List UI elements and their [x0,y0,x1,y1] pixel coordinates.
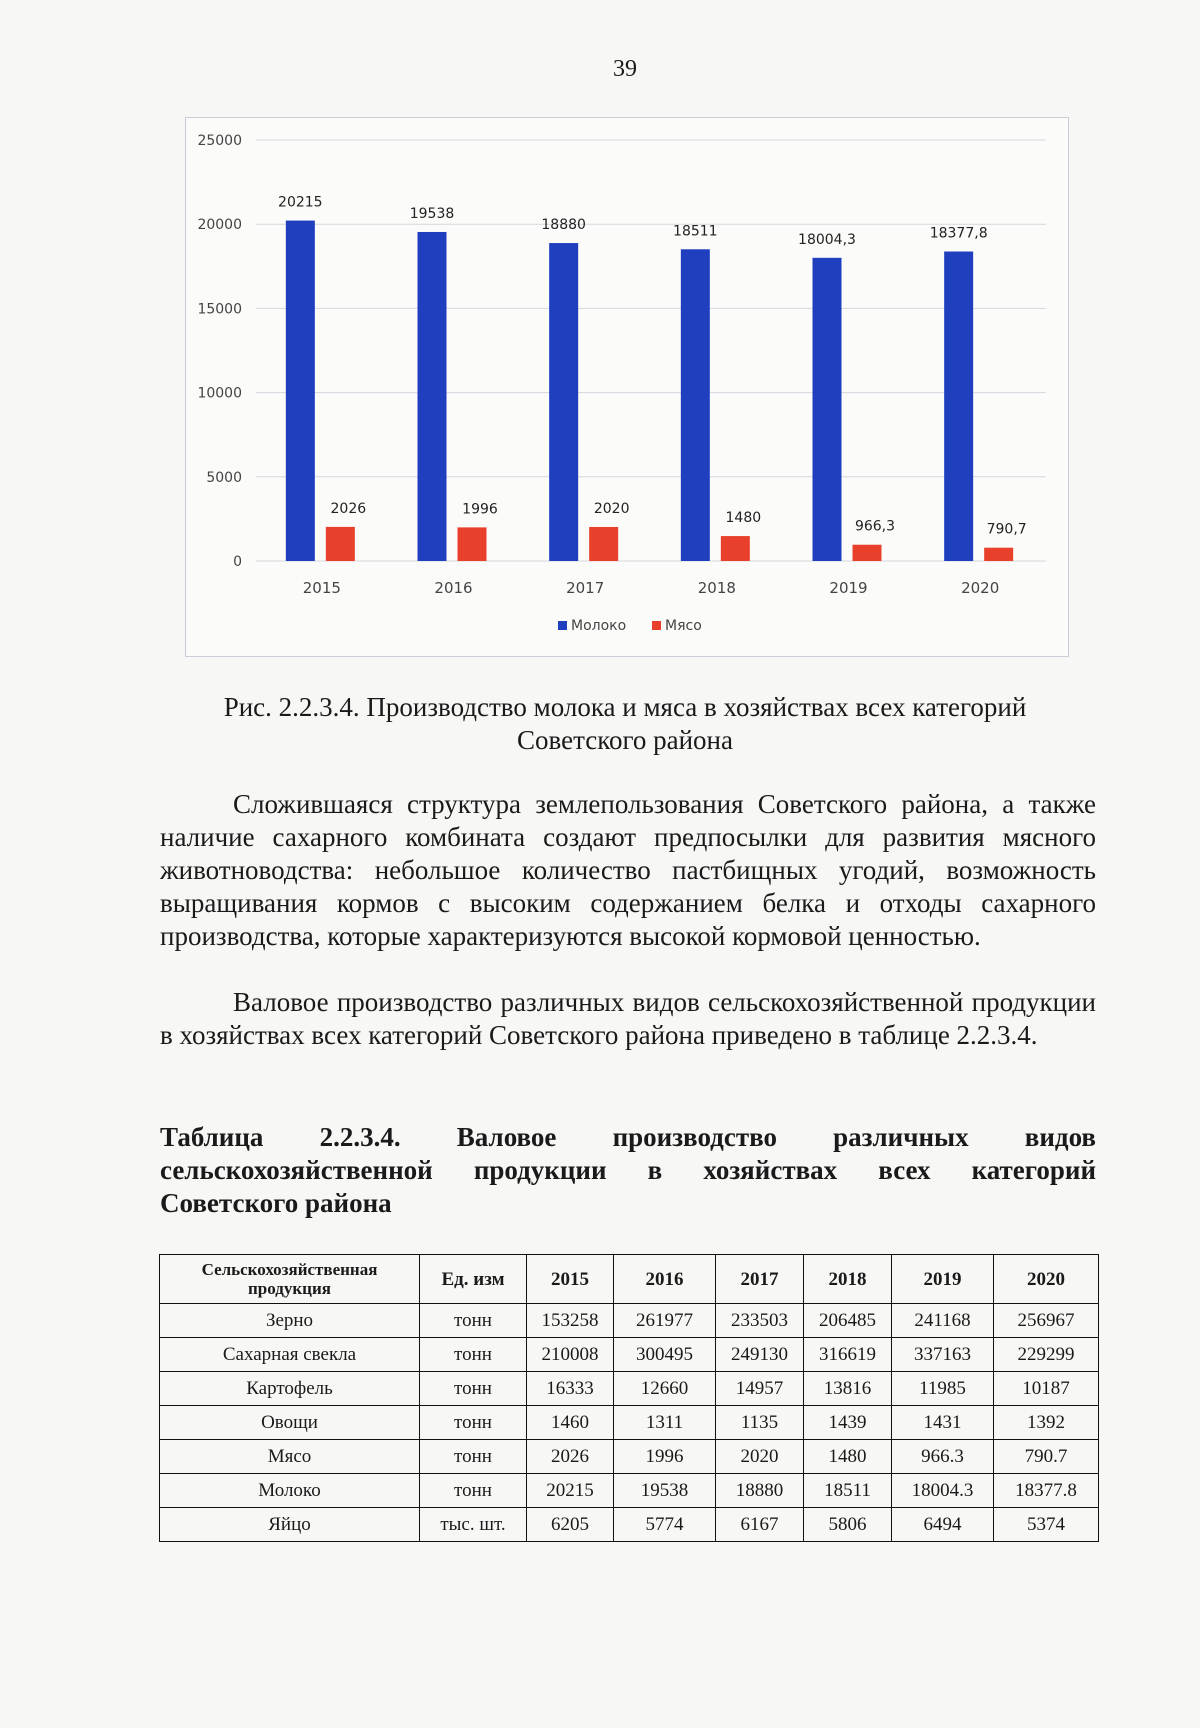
y-tick-label: 15000 [197,301,242,318]
milk-bar [418,232,447,561]
value-cell: 210008 [527,1338,614,1372]
value-cell: 256967 [994,1304,1099,1338]
value-cell: 966.3 [892,1440,994,1474]
value-cell: 11985 [892,1372,994,1406]
value-cell: 261977 [614,1304,716,1338]
value-cell: 233503 [716,1304,804,1338]
milk-data-label: 20215 [278,194,323,211]
value-cell: 19538 [614,1474,716,1508]
header-year: 2016 [614,1255,716,1304]
value-cell: 1439 [804,1406,892,1440]
unit-cell: тонн [420,1474,527,1508]
page-number: 39 [613,56,637,82]
caption-line-1: Рис. 2.2.3.4. Производство молока и мяса в хозяйствах всех категорий [223,692,1027,722]
meat-bar [326,527,355,561]
value-cell: 1460 [527,1406,614,1440]
value-cell: 10187 [994,1372,1099,1406]
meat-data-label: 2020 [593,500,630,517]
table-title-line-3: Советского района [160,1188,392,1218]
value-cell: 316619 [804,1338,892,1372]
unit-cell: тонн [420,1440,527,1474]
value-cell: 18880 [716,1474,804,1508]
value-cell: 206485 [804,1304,892,1338]
legend-label: Молоко [571,618,627,634]
production-table [159,1254,1099,1542]
table-row [160,1440,1099,1474]
meat-bar [853,545,882,561]
product-cell: Овощи [160,1406,420,1440]
value-cell: 1135 [716,1406,804,1440]
meat-data-label: 966,3 [854,518,896,535]
x-tick-label: 2019 [829,579,868,597]
x-tick-label: 2017 [566,579,605,597]
table-title-line-2: сельскохозяйственной продукции в хозяйствах всех категорий [160,1155,1096,1185]
meat-bar [589,527,618,561]
value-cell: 6205 [527,1508,614,1542]
legend-swatch [652,621,661,630]
value-cell: 13816 [804,1372,892,1406]
chart-container [185,117,1069,657]
value-cell: 14957 [716,1372,804,1406]
value-cell: 790.7 [994,1440,1099,1474]
table-row [160,1338,1099,1372]
milk-bar [944,252,973,561]
milk-bar [813,258,842,561]
product-cell: Яйцо [160,1508,420,1542]
table-row [160,1508,1099,1542]
value-cell: 18004.3 [892,1474,994,1508]
unit-cell: тонн [420,1372,527,1406]
product-cell: Мясо [160,1440,420,1474]
table-row [160,1372,1099,1406]
value-cell: 1392 [994,1406,1099,1440]
y-tick-label: 20000 [197,217,242,234]
product-cell: Картофель [160,1372,420,1406]
bar-chart [186,118,1070,658]
x-tick-label: 2020 [961,579,1000,597]
table-header-row [160,1255,1099,1304]
y-tick-label: 0 [233,554,242,570]
value-cell: 18377.8 [994,1474,1099,1508]
product-cell: Зерно [160,1304,420,1338]
header-year: 2018 [804,1255,892,1304]
meat-data-label: 1480 [725,510,762,527]
y-tick-label: 5000 [206,469,242,486]
meat-data-label: 790,7 [986,521,1027,538]
value-cell: 1311 [614,1406,716,1440]
value-cell: 12660 [614,1372,716,1406]
product-cell: Сахарная свекла [160,1338,420,1372]
header-year: 2017 [716,1255,804,1304]
value-cell: 20215 [527,1474,614,1508]
value-cell: 2020 [716,1440,804,1474]
figure-caption [160,691,1090,757]
milk-data-label: 19538 [409,205,455,222]
header-year: 2020 [994,1255,1099,1304]
value-cell: 1996 [614,1440,716,1474]
value-cell: 5806 [804,1508,892,1542]
value-cell: 1480 [804,1440,892,1474]
milk-data-label: 18377,8 [929,225,988,242]
header-unit: Ед. изм [420,1255,527,1304]
value-cell: 153258 [527,1304,614,1338]
value-cell: 5774 [614,1508,716,1542]
milk-data-label: 18511 [673,223,718,240]
y-tick-label: 25000 [197,133,242,149]
legend-swatch [558,621,567,630]
value-cell: 249130 [716,1338,804,1372]
y-tick-label: 10000 [197,385,242,402]
unit-cell: тонн [420,1304,527,1338]
value-cell: 229299 [994,1338,1099,1372]
value-cell: 18511 [804,1474,892,1508]
milk-data-label: 18004,3 [798,231,856,248]
table-title-line-1: Таблица 2.2.3.4. Валовое производство различных видов [160,1122,1096,1152]
meat-data-label: 1996 [462,501,498,518]
x-tick-label: 2015 [302,579,341,597]
milk-bar [681,249,710,561]
table-row [160,1304,1099,1338]
header-year: 2019 [892,1255,994,1304]
meat-bar [721,536,750,561]
value-cell: 1431 [892,1406,994,1440]
unit-cell: тыс. шт. [420,1508,527,1542]
table-row [160,1406,1099,1440]
milk-bar [549,243,578,561]
value-cell: 300495 [614,1338,716,1372]
meat-bar [458,527,487,561]
paragraph-1: Сложившаяся структура землепользования Советского района, а также наличие сахарного комбината создают предпосылки для развития мясного животноводства: небольшое количество пастбищных угодий, возможность выращивания кормов с высоким содержанием белка и отходы сахарного производства, которые характеризуются высокой кормовой ценностью. [160,789,1096,951]
header-year: 2015 [527,1255,614,1304]
value-cell: 2026 [527,1440,614,1474]
value-cell: 337163 [892,1338,994,1372]
table-row [160,1474,1099,1508]
meat-data-label: 2026 [330,500,367,517]
paragraph-2: Валовое производство различных видов сельскохозяйственной продукции в хозяйствах всех категорий Советского района приведено в таблице 2.2.3.4. [160,987,1096,1050]
header-product: Сельскохозяйственная продукция [160,1255,420,1304]
unit-cell: тонн [420,1338,527,1372]
unit-cell: тонн [420,1406,527,1440]
milk-data-label: 18880 [541,217,586,234]
legend-label: Мясо [665,618,702,634]
caption-line-2: Советского района [517,725,733,755]
meat-bar [984,548,1013,561]
value-cell: 6167 [716,1508,804,1542]
value-cell: 5374 [994,1508,1099,1542]
x-tick-label: 2016 [434,579,473,597]
value-cell: 241168 [892,1304,994,1338]
x-tick-label: 2018 [697,579,736,597]
milk-bar [286,221,315,561]
value-cell: 16333 [527,1372,614,1406]
value-cell: 6494 [892,1508,994,1542]
product-cell: Молоко [160,1474,420,1508]
table-title [160,1121,1096,1220]
